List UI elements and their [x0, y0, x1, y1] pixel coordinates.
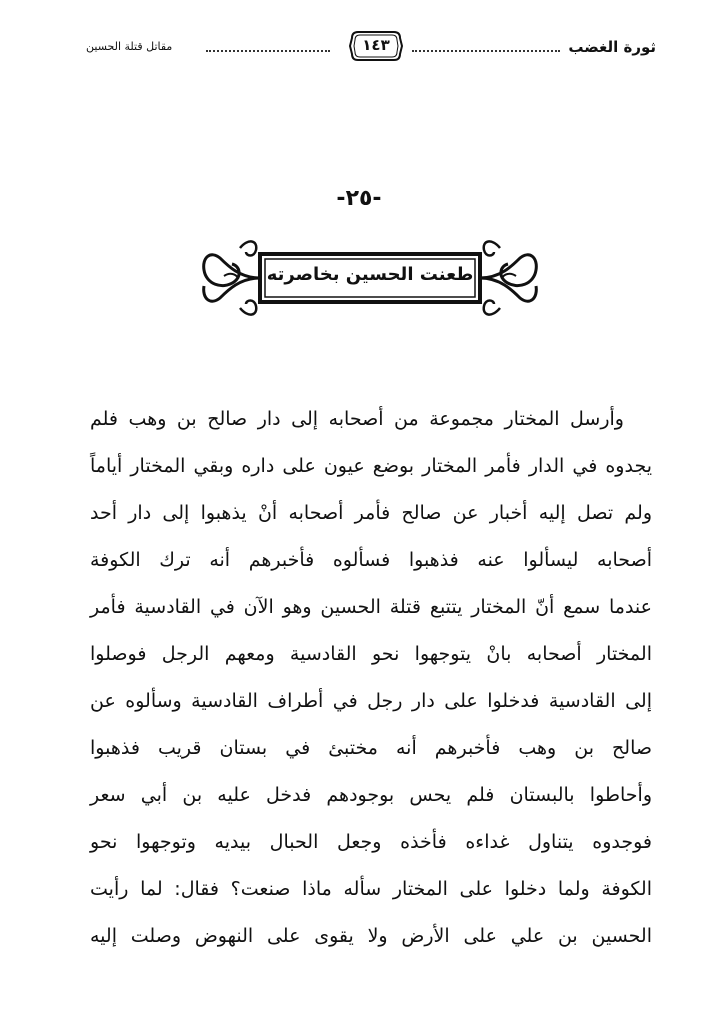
body-line: صالح بن وهب فأخبرهم أنه مختبئ في بستان قريب فذهبوا	[90, 737, 652, 759]
header-dotted-leader-right	[412, 50, 560, 52]
body-line: الحسين بن علي على الأرض ولا يقوى على النهوض وصلت إليه	[90, 925, 652, 947]
body-line: فوجدوه يتناول غداءه فأخذه وجعل الحبال بيديه وتوجهوا نحو	[90, 831, 652, 853]
body-line: يجدوه في الدار فأمر المختار بوضع عيون على داره وبقي المختار أياماً	[90, 455, 652, 477]
body-line: المختار أصحابه بانْ يتوجهوا نحو القادسية ومعهم الرجل فوصلوا	[90, 643, 652, 665]
page-number-badge	[348, 28, 404, 64]
body-line: إلى القادسية فدخلوا على دار رجل في أطراف القادسية وسألوه عن	[90, 690, 652, 712]
header-dotted-leader-left	[206, 50, 330, 52]
section-title: مقاتل قتلة الحسين	[86, 40, 173, 53]
body-line: أصحابه ليسألوا عنه فذهبوا فسألوه فأخبرهم أنه ترك الكوفة	[90, 549, 652, 571]
chapter-title-frame	[200, 228, 540, 328]
page-number: ١٤٣	[362, 36, 390, 54]
body-line: ولم تصل إليه أخبار عن صالح فأمر أصحابه أنْ يذهبوا إلى دار أحد	[90, 502, 652, 524]
body-line: وأرسل المختار مجموعة من أصحابه إلى دار صالح بن وهب فلم	[90, 408, 624, 430]
body-text	[90, 396, 652, 960]
book-title: ثورة الغضب	[568, 38, 656, 56]
chapter-number: -٢٥-	[336, 186, 382, 211]
body-line: عندما سمع أنّ المختار يتتبع قتلة الحسين وهو الآن في القادسية فأمر	[90, 596, 652, 618]
body-line: وأحاطوا بالبستان فلم يحس بوجودهم فدخل عليه بن أبي سعر	[90, 784, 652, 806]
page-header	[86, 28, 656, 64]
body-line: الكوفة ولما دخلوا على المختار سأله ماذا صنعت؟ فقال: لما رأيت	[90, 878, 652, 900]
chapter-title: طعنت الحسين بخاصرته	[266, 264, 474, 285]
